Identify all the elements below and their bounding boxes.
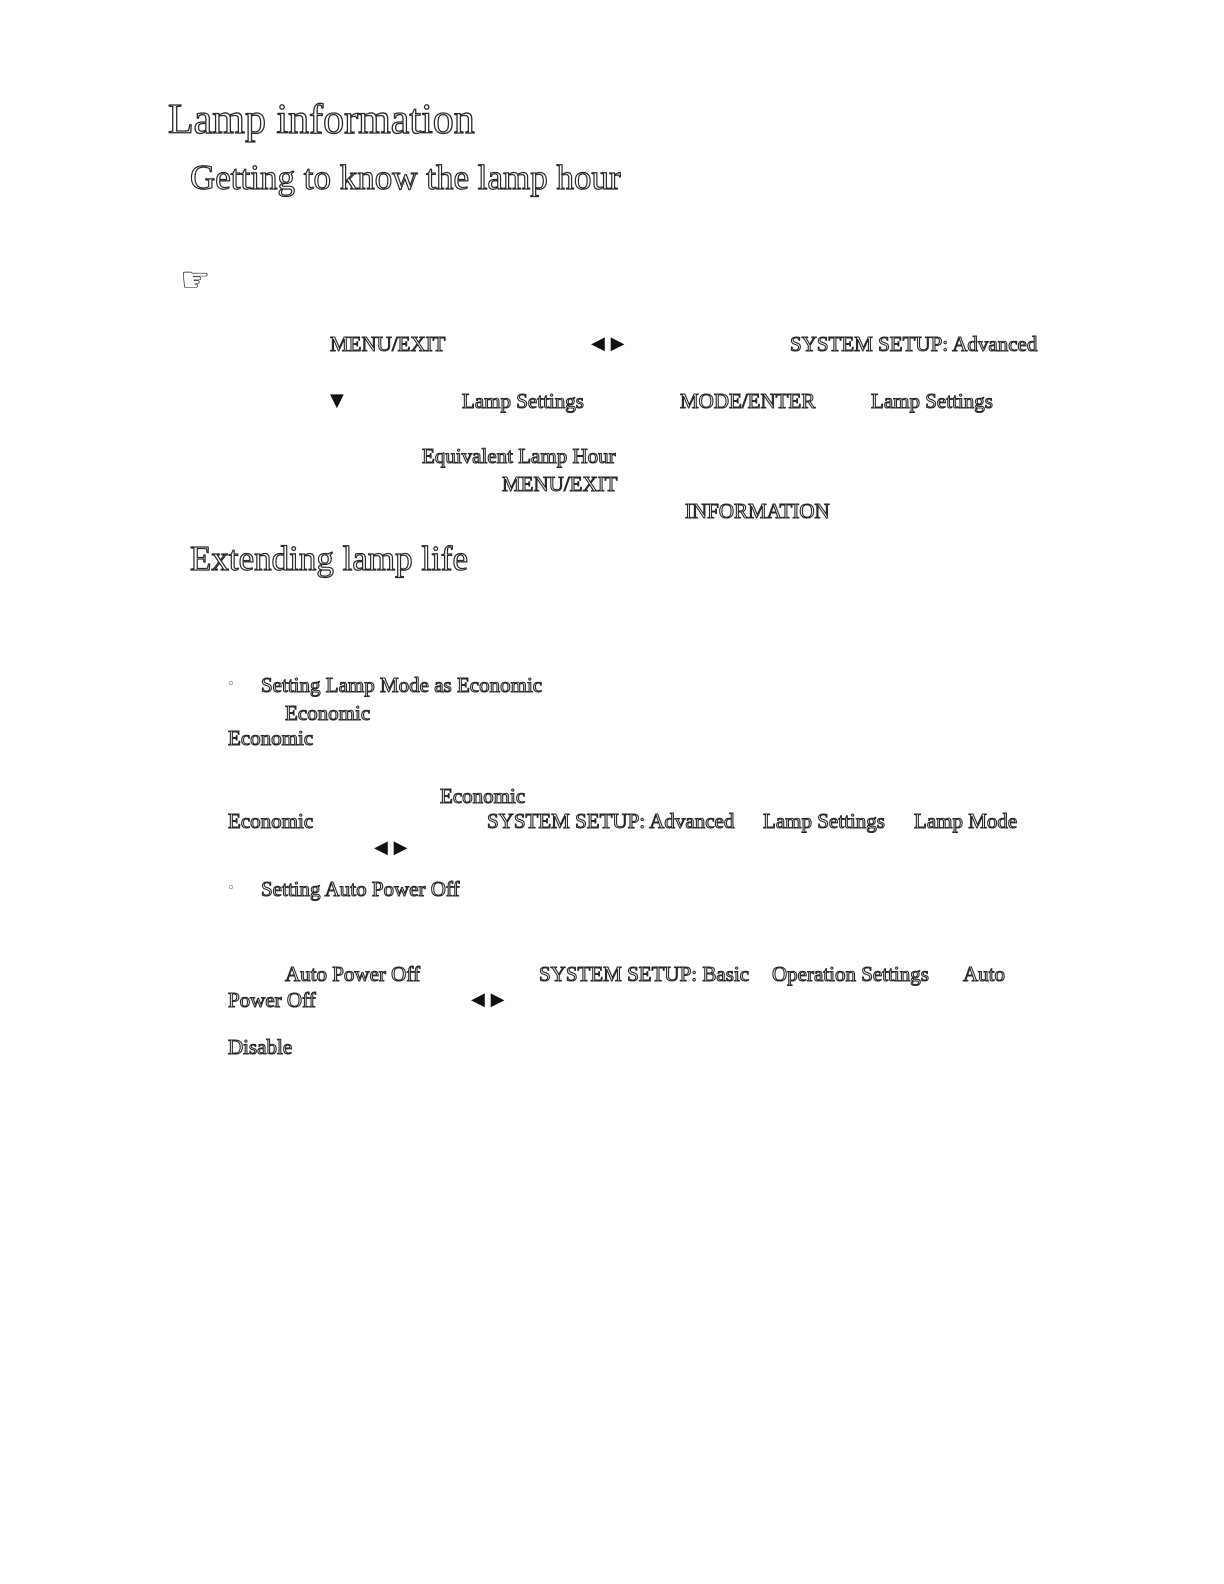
down-arrow-icon: ▼ [330,390,344,411]
menu-system-setup-basic: SYSTEM SETUP: Basic [539,962,750,986]
item-equivalent-lamp-hour: Equivalent Lamp Hour [422,444,616,468]
menu-operation-settings: Operation Settings [772,962,929,986]
menu-auto: Auto [963,962,1005,986]
term-economic-2: Economic [228,726,314,750]
menu-lamp-settings-3: Lamp Settings [763,809,885,833]
section-heading-lamp-hour: Getting to know the lamp hour [190,158,621,197]
left-right-arrow-icon-3: ◀ ▶ [471,989,505,1010]
page-title: Lamp information [168,97,475,143]
term-economic-4: Economic [228,809,314,833]
subheading-auto-power-off: Setting Auto Power Off [261,877,460,901]
key-mode-enter: MODE/ENTER [680,389,816,413]
menu-lamp-settings: Lamp Settings [462,389,584,413]
menu-power-off: Power Off [228,988,316,1012]
bullet-icon: ◦ [227,677,235,692]
pointing-hand-icon: ☞ [180,260,211,300]
key-menu-exit: MENU/EXIT [330,332,446,356]
bullet-icon-2: ◦ [227,881,235,896]
option-disable: Disable [228,1035,293,1059]
menu-system-setup-advanced: SYSTEM SETUP: Advanced [790,332,1038,356]
left-right-arrow-icon-2: ◀ ▶ [374,837,408,858]
term-auto-power-off: Auto Power Off [285,962,420,986]
menu-lamp-settings-2: Lamp Settings [871,389,993,413]
subheading-economic-mode: Setting Lamp Mode as Economic [261,673,543,697]
menu-information: INFORMATION [685,499,830,523]
menu-lamp-mode: Lamp Mode [914,809,1018,833]
left-right-arrow-icon: ◀ ▶ [591,333,625,354]
key-menu-exit-2: MENU/EXIT [502,472,618,496]
term-economic-3: Economic [440,784,526,808]
menu-system-setup-advanced-2: SYSTEM SETUP: Advanced [487,809,735,833]
section-heading-extend: Extending lamp life [190,539,468,578]
term-economic: Economic [285,701,371,725]
